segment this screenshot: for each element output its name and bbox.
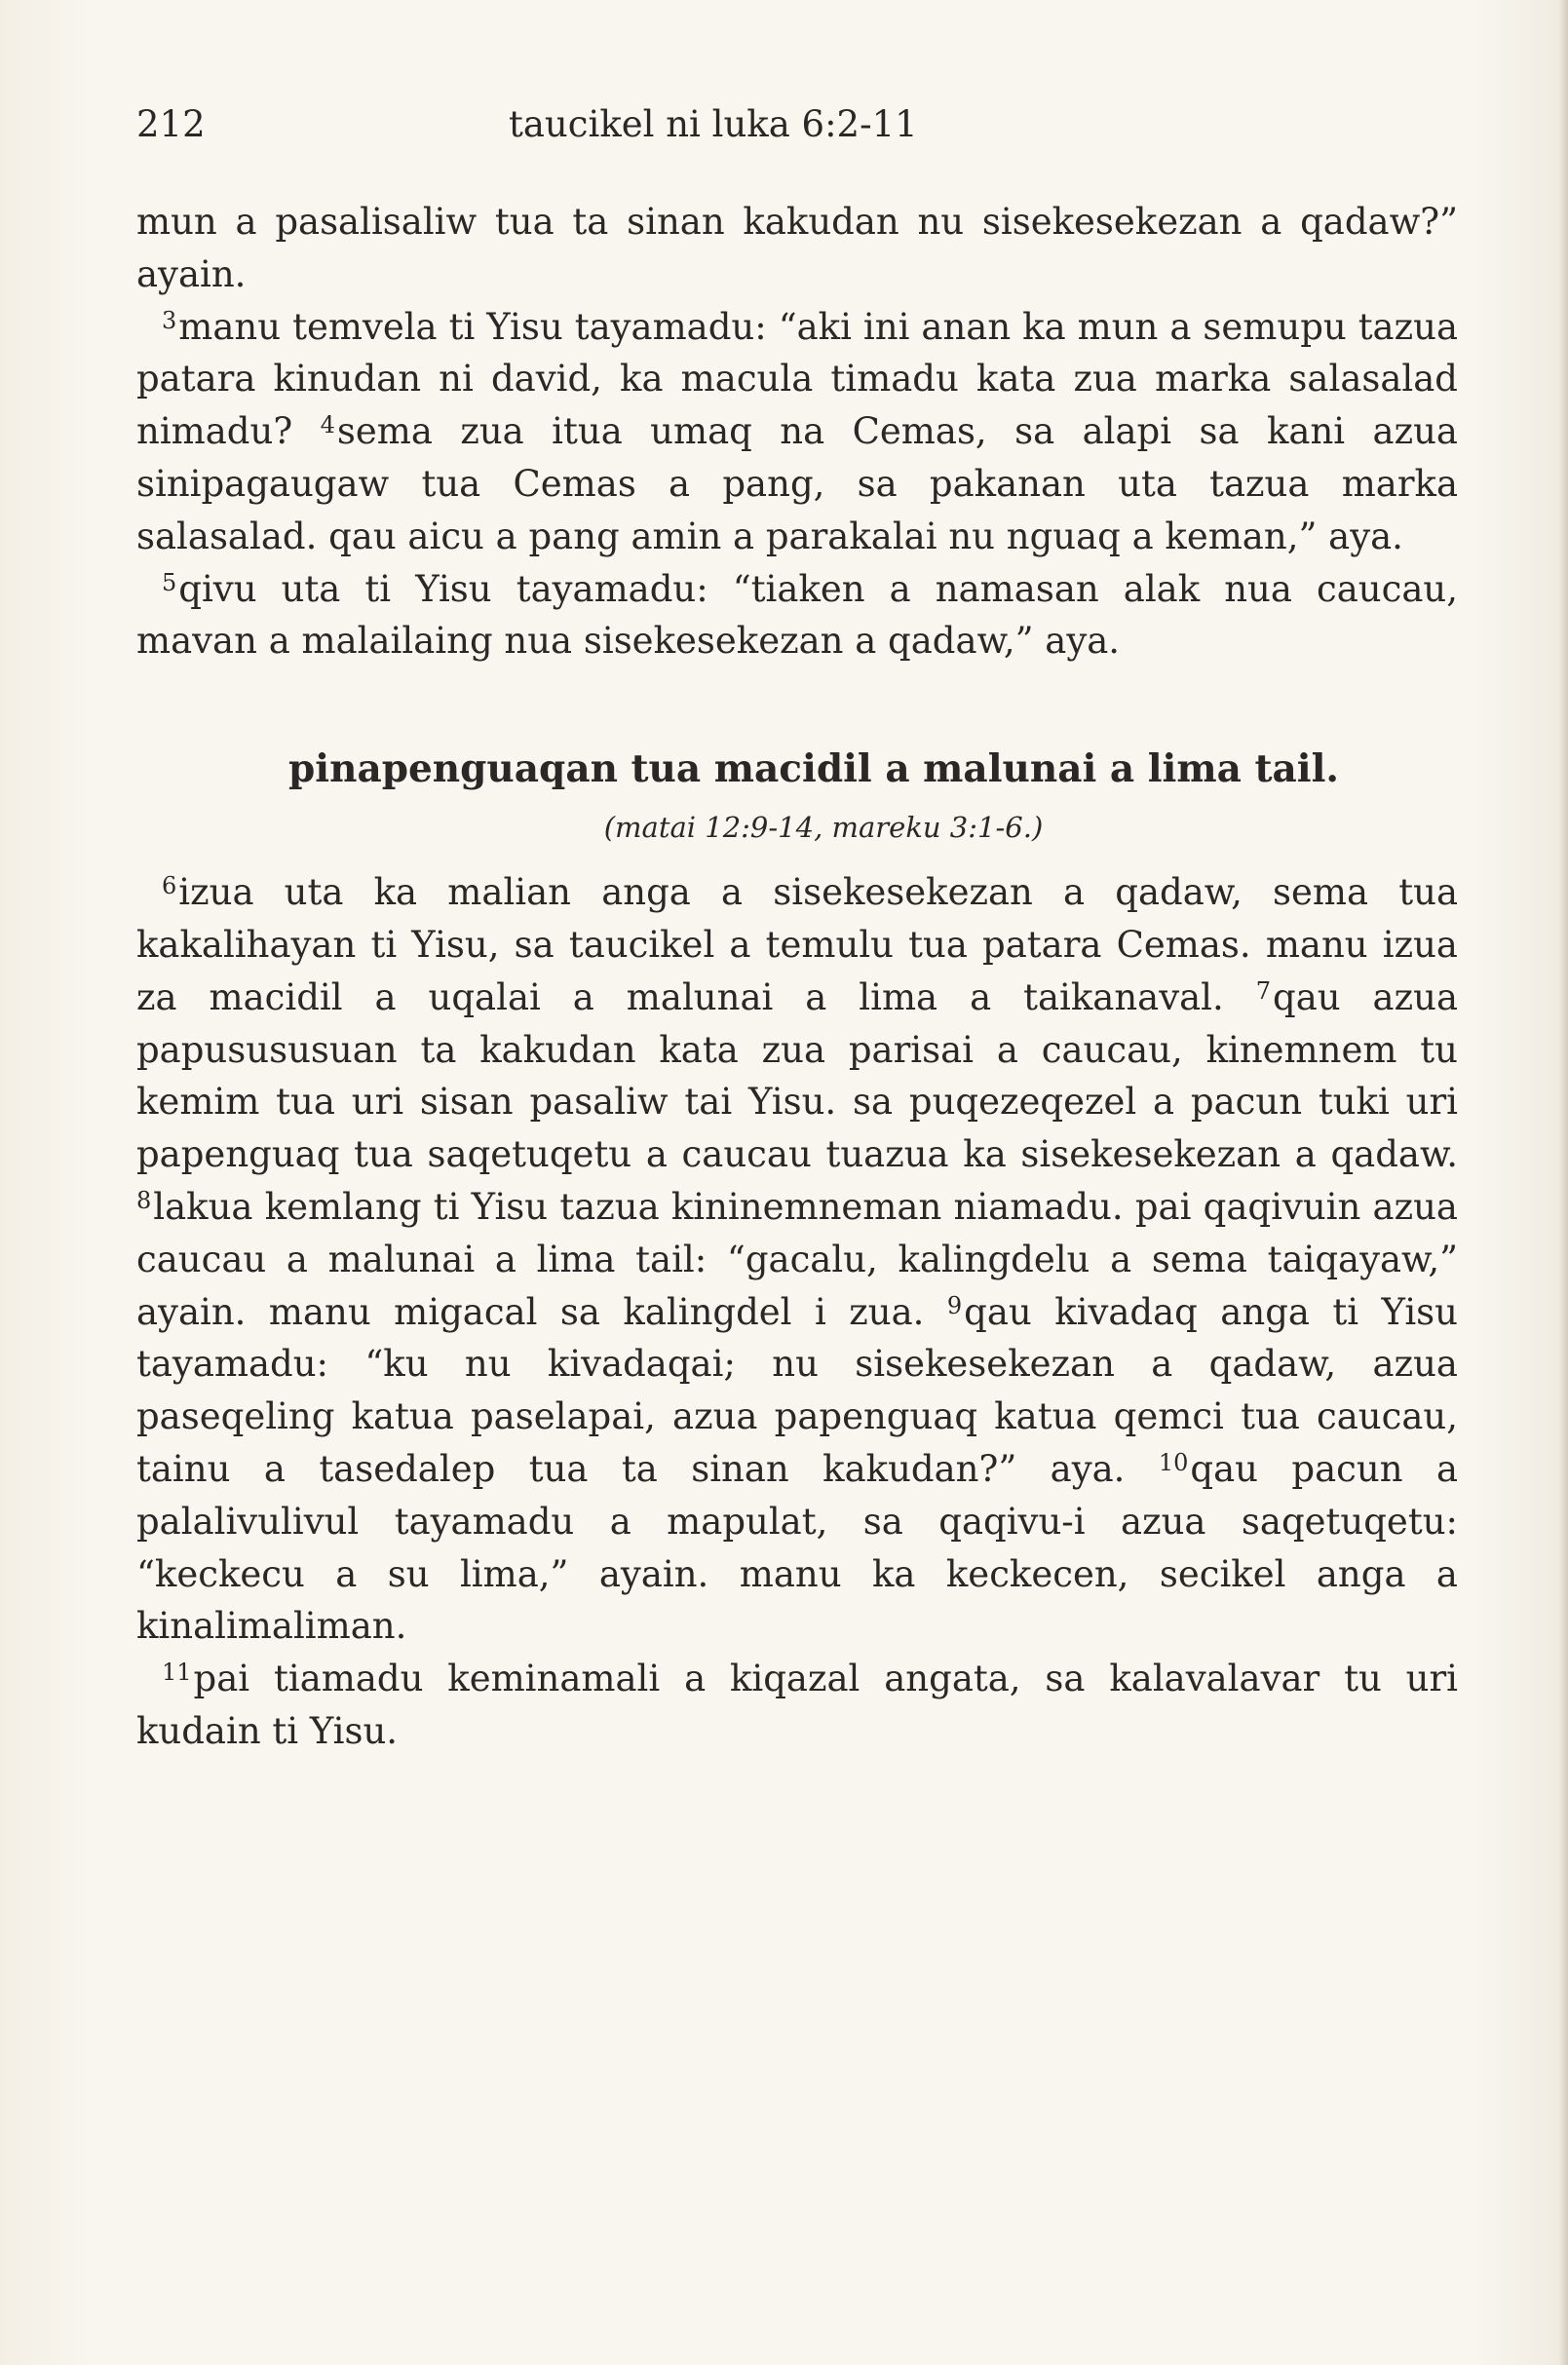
running-head: taucikel ni luka 6:2-11: [509, 103, 918, 145]
verse-number: 10: [1158, 1448, 1189, 1476]
verse-text: sema zua itua umaq na Cemas, sa alapi sa kani azua sinipagaugaw tua Cemas a pang, sa pakanan uta tazua marka salasalad. qau aicu a pang amin a parakalai nu nguaq a keman,” aya.: [136, 410, 1458, 557]
page-edge-shadow: [1558, 0, 1568, 2365]
verse-text: manu temvela ti Yisu tayamadu: “aki ini anan ka mun a semupu tazua patara kinudan ni david, ka macula timadu kata zua marka salasalad nimadu?: [136, 305, 1458, 453]
paragraph-verse-3-4: [136, 301, 1458, 563]
paragraph-verse-11: [136, 1653, 1458, 1758]
page-number: 212: [136, 103, 206, 145]
verse-text: qau pacun a palalivulivul tayamadu a mapulat, sa qaqivu-i azua saqetuqetu: “keckecu a su lima,” ayain. manu ka keckecen, secikel anga a kinalimaliman.: [136, 1447, 1458, 1648]
cross-reference: (matai 12:9-14, mareku 3:1-6.): [603, 811, 1044, 845]
verse-text: lakua kemlang ti Yisu tazua kininemneman niamadu. pai qaqivuin azua caucau a malunai a lima tail: “gacalu, kalingdelu a sema taiqayaw,” ayain. manu migacal sa kalingdel i zua.: [136, 1185, 1458, 1333]
verse-number: 4: [320, 411, 335, 439]
verse-2-continuation: [136, 196, 1458, 301]
verse-text: qau kivadaq anga ti Yisu tayamadu: “ku nu kivadaqai; nu sisekesekezan a qadaw, azua paseqeling katua paselapai, azua papenguaq katua qemci tua caucau, tainu a tasedalep tua ta sinan kakudan?” aya.: [136, 1290, 1458, 1490]
verse-number: 11: [162, 1659, 192, 1687]
page-header: [136, 95, 1462, 154]
verse-number: 5: [162, 568, 177, 596]
verse-text: qivu uta ti Yisu tayamadu: “tiaken a namasan alak nua caucau, mavan a malailaing nua sisekesekezan a qadaw,” aya.: [136, 567, 1458, 663]
paragraph-verse-5: [136, 563, 1458, 668]
verse-text: izua uta ka malian anga a sisekesekezan a qadaw, sema tua kakalihayan ti Yisu, sa taucikel a temulu tua patara Cemas. manu izua za macidil a uqalai a malunai a lima a taikanaval.: [136, 871, 1458, 1018]
verse-number: 7: [1255, 976, 1272, 1005]
verse-number: 9: [946, 1291, 963, 1319]
section-heading: pinapenguaqan tua macidil a malunai a lima tail.: [288, 746, 1339, 792]
verse-text: qau azua papusususuan ta kakudan kata zua parisai a caucau, kinemnem tu kemim tua uri sisan pasaliw tai Yisu. sa puqezeqezel a pacun tuki uri papenguaq tua saqetuqetu a caucau tuazua ka sisekesekezan a qadaw.: [136, 975, 1459, 1176]
body-text: [136, 196, 1458, 1758]
verse-number: 6: [162, 872, 177, 900]
verse-number: 3: [162, 306, 177, 334]
verse-number: 8: [136, 1186, 152, 1214]
paragraph-verse-6-10: [136, 866, 1458, 1653]
verse-text: pai tiamadu keminamali a kiqazal angata, sa kalavalavar tu uri kudain ti Yisu.: [136, 1658, 1458, 1752]
verse-text: mun a pasalisaliw tua ta sinan kakudan nu sisekesekezan a qadaw?” ayain.: [136, 201, 1458, 295]
